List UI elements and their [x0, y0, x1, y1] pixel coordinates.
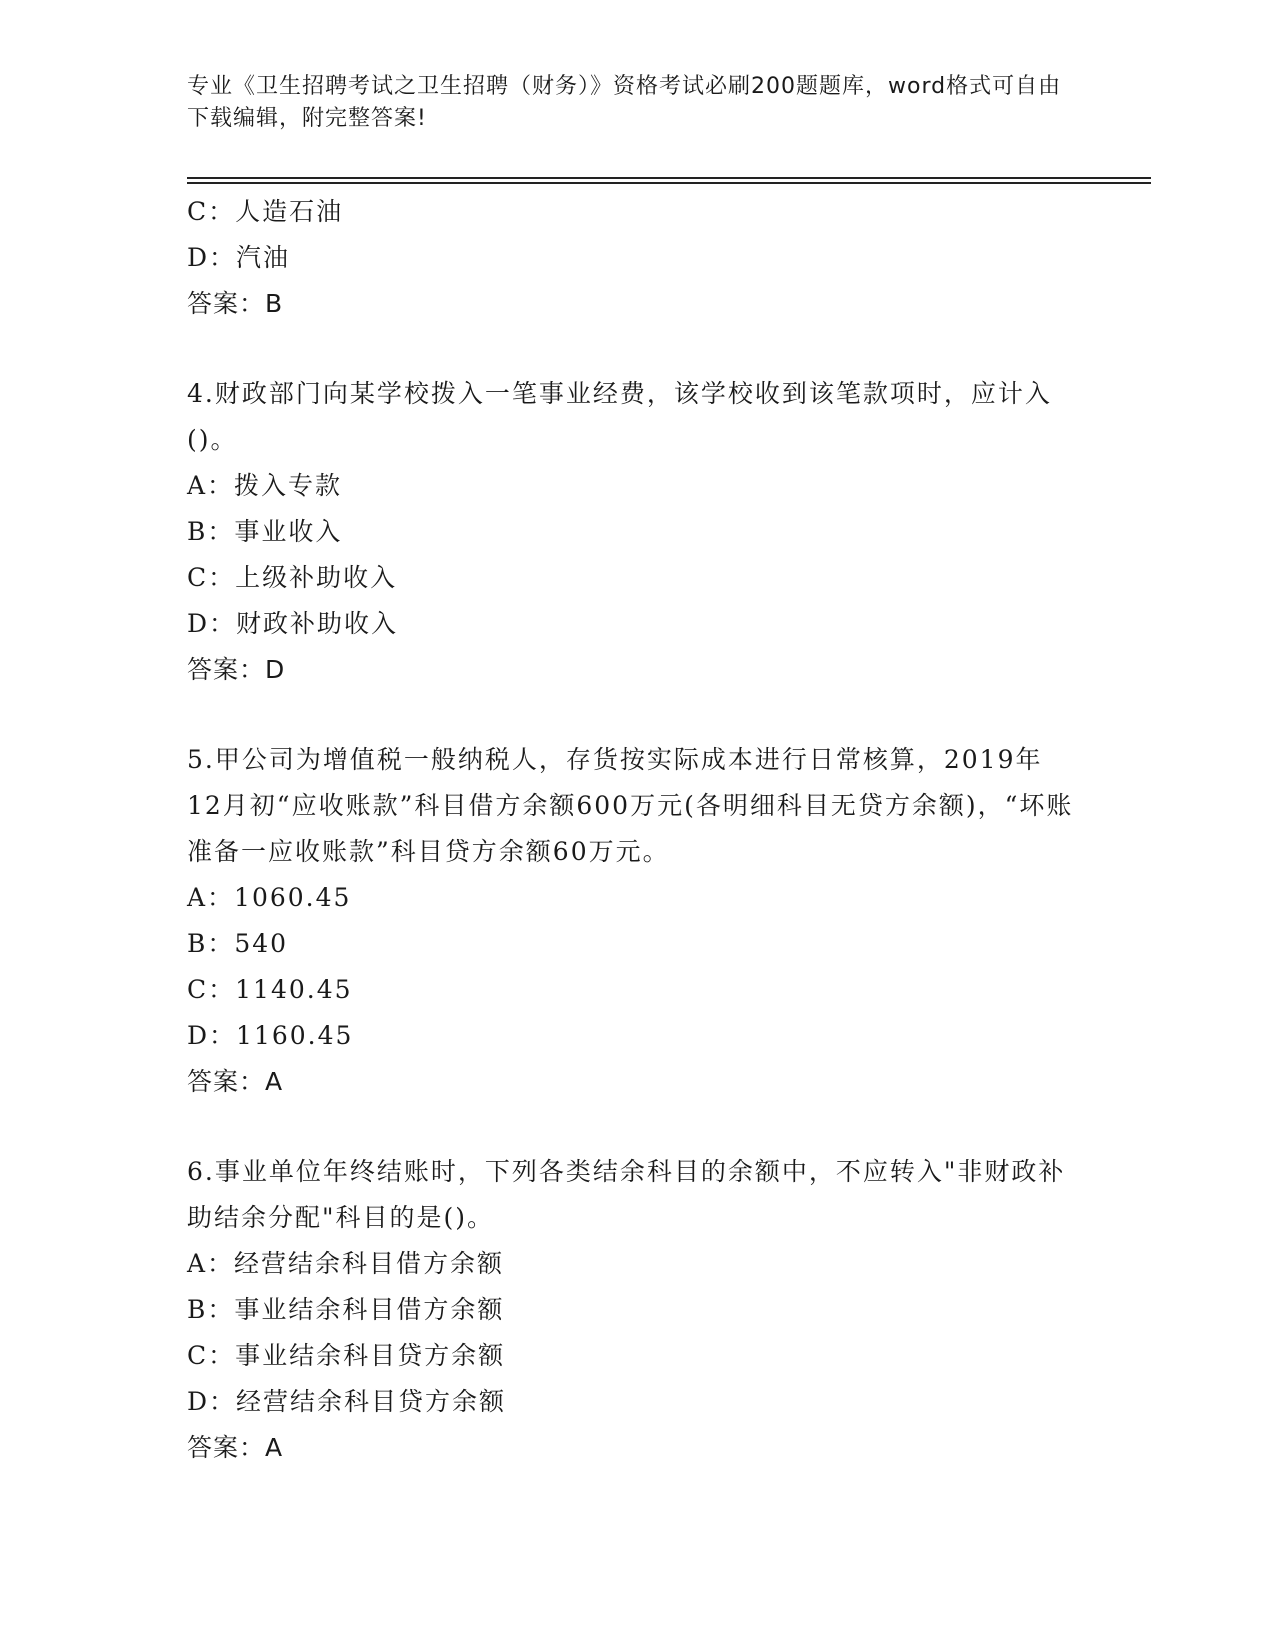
- spacer: [187, 327, 1077, 371]
- header-divider-top: [187, 177, 1151, 179]
- option-b: B：540: [187, 929, 289, 958]
- option-c: C：上级补助收入: [187, 563, 398, 592]
- spacer: [187, 1105, 1077, 1149]
- option-a: A：拨入专款: [187, 471, 343, 500]
- question-text: 5.甲公司为增值税一般纳税人，存货按实际成本进行日常核算，2019年12月初“应收账款”科目借方余额600万元(各明细科目无贷方余额)，“坏账准备一应收账款”科目贷方余额60万元。: [187, 745, 1074, 866]
- header-title: 专业《卫生招聘考试之卫生招聘（财务）》资格考试必刷200题题库，word格式可自由下载编辑，附完整答案!: [187, 74, 1062, 131]
- header-divider-bottom: [187, 182, 1151, 184]
- option-d: D：汽油: [187, 243, 291, 272]
- spacer: [187, 693, 1077, 737]
- answer-line: 答案：A: [187, 1433, 284, 1462]
- answer-line: 答案：A: [187, 1067, 284, 1096]
- option-d: D：经营结余科目贷方余额: [187, 1387, 507, 1416]
- document-header: [187, 71, 1067, 135]
- answer-line: 答案：D: [187, 655, 286, 684]
- option-b: B：事业结余科目借方余额: [187, 1295, 505, 1324]
- option-c: C：事业结余科目贷方余额: [187, 1341, 506, 1370]
- option-a: A：经营结余科目借方余额: [187, 1249, 505, 1278]
- question-3-continued: [187, 189, 1077, 327]
- question-text: 4.财政部门向某学校拨入一笔事业经费，该学校收到该笔款项时，应计入()。: [187, 379, 1052, 454]
- option-c: C：人造石油: [187, 197, 344, 226]
- question-list: [187, 189, 1077, 1471]
- question-5: [187, 737, 1077, 1105]
- option-b: B：事业收入: [187, 517, 343, 546]
- option-d: D：1160.45: [187, 1021, 354, 1050]
- option-a: A：1060.45: [187, 883, 352, 912]
- answer-line: 答案：B: [187, 289, 284, 318]
- question-text: 6.事业单位年终结账时，下列各类结余科目的余额中，不应转入"非财政补助结余分配"科目的是()。: [187, 1157, 1066, 1232]
- option-d: D：财政补助收入: [187, 609, 399, 638]
- question-4: [187, 371, 1077, 693]
- option-c: C：1140.45: [187, 975, 353, 1004]
- question-6: [187, 1149, 1077, 1471]
